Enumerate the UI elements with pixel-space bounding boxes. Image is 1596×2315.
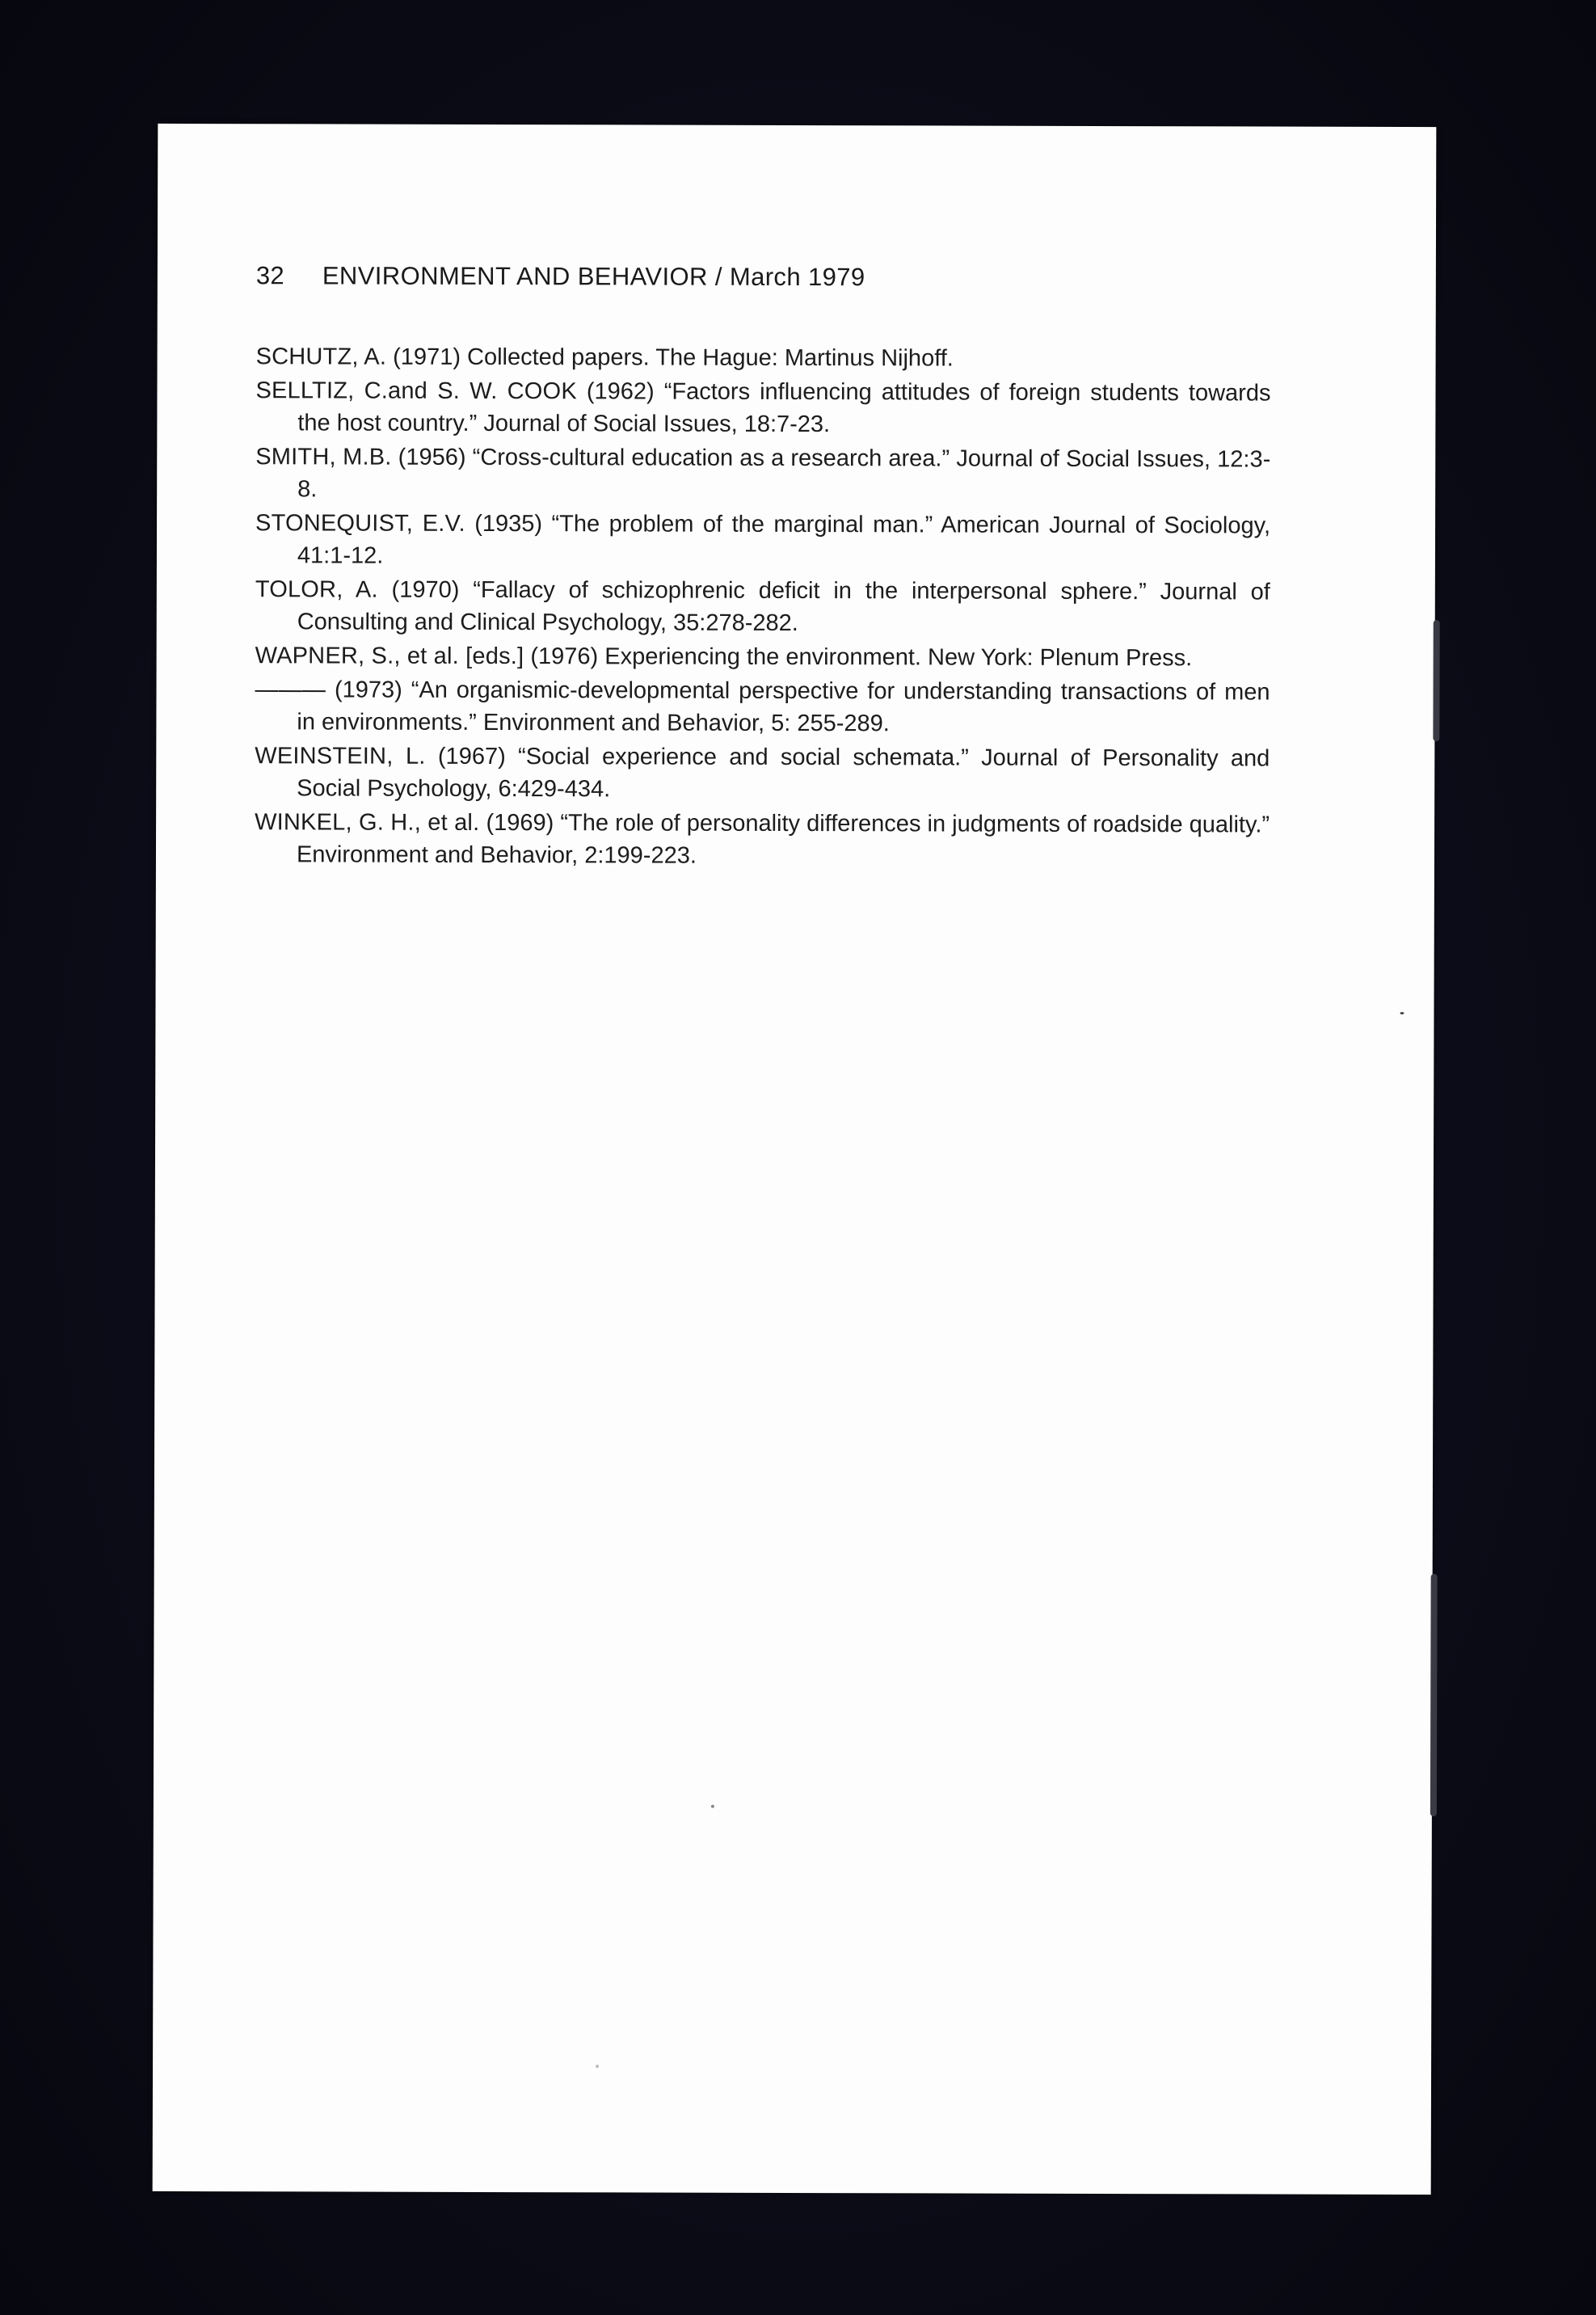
journal-title: ENVIRONMENT AND BEHAVIOR / March 1979 bbox=[322, 261, 865, 292]
reference-text: (1970) “Fallacy of schizophrenic deficit in the interpersonal sphere.” Journal of Consulting and Clinical Psychology, 35:278-282. bbox=[297, 576, 1270, 637]
reference-entry bbox=[255, 374, 1270, 441]
reference-author: STONEQUIST, E.V. bbox=[255, 510, 465, 537]
reference-text: (1962) “Factors influencing attitudes of foreign students towards the host country.” Journal of Social Issues, 18:7-23. bbox=[297, 378, 1271, 438]
reference-text: (1956) “Cross-cultural education as a research area.” Journal of Social Issues, 12:3-8. bbox=[297, 444, 1271, 503]
reference-entry bbox=[255, 673, 1270, 740]
reference-text: (1969) “The role of personality differences in judgments of roadside quality.” Environment and Behavior, 2:199-223. bbox=[296, 809, 1270, 869]
reference-author: SCHUTZ, A. bbox=[255, 344, 387, 370]
reference-text: (1976) Experiencing the environment. New York: Plenum Press. bbox=[530, 643, 1193, 672]
reference-author: WINKEL, G. H., et al. bbox=[255, 809, 480, 836]
reference-entry bbox=[255, 639, 1270, 674]
reference-author: SMITH, M.B. bbox=[255, 444, 392, 470]
reference-author: WAPNER, S., et al. [eds.] bbox=[255, 643, 524, 670]
reference-text: (1935) “The problem of the marginal man.” American Journal of Sociology, 41:1-12. bbox=[297, 510, 1271, 569]
reference-author: TOLOR, A. bbox=[255, 576, 378, 603]
reference-entry bbox=[255, 573, 1270, 640]
running-header bbox=[256, 261, 865, 292]
reference-list bbox=[255, 340, 1271, 875]
dust-speck bbox=[711, 1805, 714, 1808]
reference-entry bbox=[255, 806, 1270, 873]
reference-entry bbox=[255, 740, 1270, 807]
reference-entry bbox=[255, 507, 1270, 574]
journal-page bbox=[153, 124, 1437, 2195]
dust-speck bbox=[596, 2064, 599, 2068]
reference-text: (1971) Collected papers. The Hague: Martinus Nijhoff. bbox=[393, 344, 954, 372]
reference-author: WEINSTEIN, L. bbox=[255, 743, 426, 770]
reference-entry bbox=[256, 340, 1271, 375]
reference-text: (1967) “Social experience and social schemata.” Journal of Personality and Social Psychology, 6:429-434. bbox=[297, 743, 1270, 803]
dust-speck bbox=[1400, 1012, 1404, 1014]
page-edge-shadow-upper bbox=[1433, 620, 1439, 741]
reference-author: ——— bbox=[255, 677, 326, 703]
reference-entry bbox=[255, 441, 1270, 508]
reference-text: (1973) “An organismic-developmental perspective for understanding transactions of men in environments.” Environment and Behavior, 5: 255-289. bbox=[297, 677, 1270, 737]
page-edge-shadow-lower bbox=[1430, 1574, 1438, 1816]
page-number: 32 bbox=[255, 261, 284, 290]
reference-author: SELLTIZ, C.and S. W. COOK bbox=[255, 377, 577, 405]
